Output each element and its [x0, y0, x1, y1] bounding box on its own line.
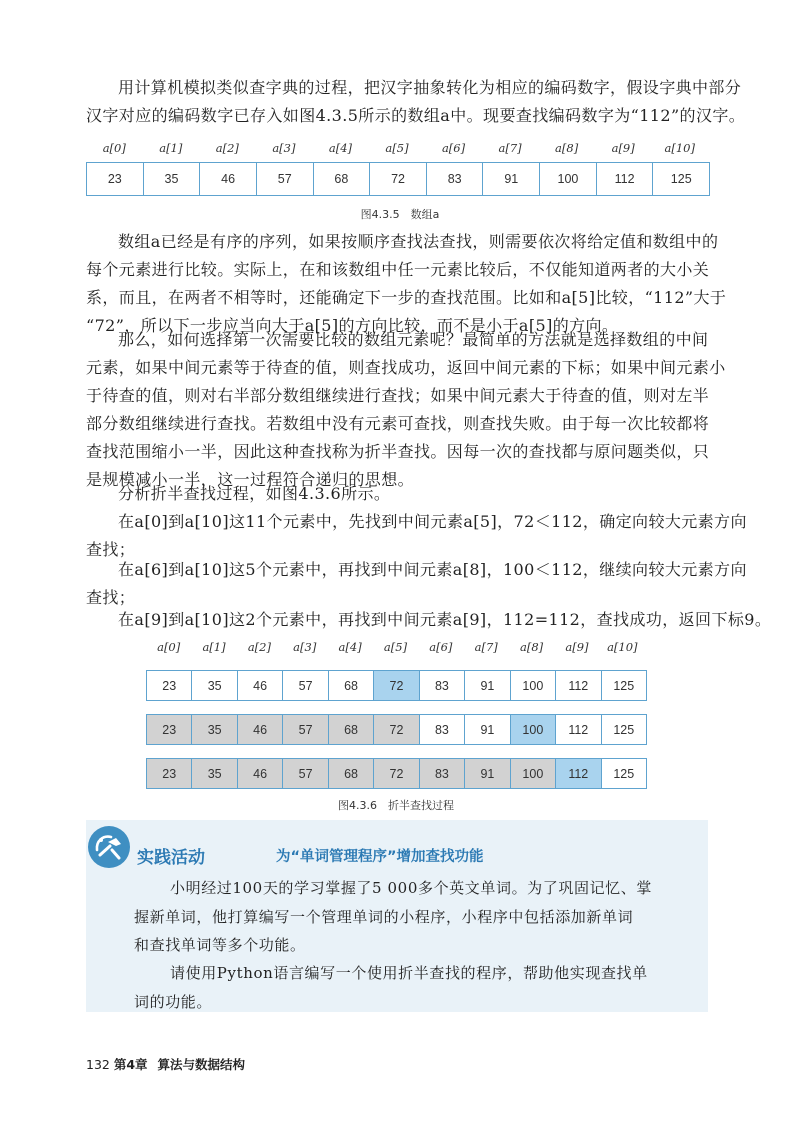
practice-line: 请使用Python语言编写一个使用折半查找的程序，帮助他实现查找单: [170, 964, 648, 982]
practice-line: 词的功能。: [134, 992, 213, 1011]
array-cell: 91: [483, 163, 540, 195]
index-label: a[7]: [474, 640, 498, 654]
excluded-cell: 23: [147, 715, 192, 744]
para3-line: 于待查的值，则对右半部分数组继续进行查找；如果中间元素大于待查的值，则对左半: [86, 386, 710, 405]
index-label: a[1]: [159, 141, 183, 155]
excluded-cell: 68: [329, 715, 374, 744]
array-cell: 46: [200, 163, 257, 195]
para3-line: 元素，如果中间元素等于待查的值，则查找成功，返回中间元素的下标；如果中间元素小: [86, 358, 726, 377]
index-label: a[3]: [272, 141, 296, 155]
figure-4-3-6-row-3: [146, 758, 647, 789]
para3-line: 那么，如何选择第一次需要比较的数组元素呢？最简单的方法就是选择数组的中间: [118, 330, 709, 349]
intro-line: 用计算机模拟类似查字典的过程，把汉字抽象转化为相应的编码数字，假设字典中部分: [118, 78, 742, 97]
array-cell: 112: [556, 715, 601, 744]
middle-element-cell: 72: [374, 671, 419, 700]
intro-paragraph: [86, 74, 746, 130]
excluded-cell: 72: [374, 715, 419, 744]
practice-line: 小明经过100天的学习掌握了5 000多个英文单词。为了巩固记忆、掌: [170, 879, 652, 897]
array-cell: 91: [465, 715, 510, 744]
excluded-cell: 91: [465, 759, 510, 788]
practice-line: 握新单词，他打算编写一个管理单词的小程序，小程序中包括添加新单词: [134, 907, 634, 926]
excluded-cell: 35: [192, 715, 237, 744]
middle-element-cell: 112: [556, 759, 601, 788]
excluded-cell: 72: [374, 759, 419, 788]
index-label: a[8]: [520, 640, 544, 654]
practice-subtitle: 为“单词管理程序”增加查找功能: [276, 849, 484, 865]
index-label: a[2]: [215, 141, 239, 155]
index-label: a[0]: [102, 141, 126, 155]
array-cell: 57: [283, 671, 328, 700]
array-cell: 83: [420, 715, 465, 744]
index-label: a[10]: [664, 141, 695, 155]
practice-title: 实践活动: [137, 848, 205, 868]
array-cell: 57: [257, 163, 314, 195]
array-cell: 125: [602, 759, 646, 788]
para3-line: 是规模减小一半，这一过程符合递归的思想。: [86, 470, 415, 489]
array-cell: 68: [314, 163, 371, 195]
para2-line: “72”，所以下一步应当向大于a[5]的方向比较，而不是小于a[5]的方向。: [86, 316, 619, 335]
excluded-cell: 46: [238, 759, 283, 788]
excluded-cell: 57: [283, 715, 328, 744]
paragraph-7: [86, 606, 772, 634]
practice-paragraph-1: [134, 874, 674, 960]
figure-4-3-6-caption: 图4.3.6 折半查找过程: [338, 799, 454, 812]
excluded-cell: 100: [511, 759, 556, 788]
paragraph-2: [86, 228, 727, 340]
array-cell: 72: [370, 163, 427, 195]
array-cell: 125: [653, 163, 709, 195]
intro-line: 汉字对应的编码数字已存入如图4.3.5所示的数组a中。现要查找编码数字为“112”的汉字。: [86, 106, 746, 125]
index-label: a[4]: [338, 640, 362, 654]
figure-4-3-5-array: [86, 162, 710, 196]
index-label: a[6]: [429, 640, 453, 654]
chapter-title: 算法与数据结构: [157, 1057, 246, 1072]
excluded-cell: 83: [420, 759, 465, 788]
array-cell: 112: [556, 671, 601, 700]
para5-line: 在a[0]到a[10]这11个元素中，先找到中间元素a[5]，72＜112，确定向较大元素方向: [118, 512, 747, 531]
array-cell: 125: [602, 671, 646, 700]
array-cell: 35: [144, 163, 201, 195]
array-cell: 100: [540, 163, 597, 195]
paragraph-6: [86, 556, 747, 612]
index-label: a[8]: [555, 141, 579, 155]
array-cell: 68: [329, 671, 374, 700]
excluded-cell: 68: [329, 759, 374, 788]
para2-line: 每个元素进行比较。实际上，在和该数组中任一元素比较后，不仅能知道两者的大小关: [86, 260, 710, 279]
array-cell: 23: [147, 671, 192, 700]
para6-line: 查找；: [86, 588, 136, 607]
array-cell: 91: [465, 671, 510, 700]
page-footer: [86, 1055, 245, 1073]
figure-4-3-6-row-1: [146, 670, 647, 701]
array-cell: 83: [420, 671, 465, 700]
practice-icon: [88, 826, 130, 868]
practice-paragraph-2: [134, 959, 674, 1016]
para6-line: 在a[6]到a[10]这5个元素中，再找到中间元素a[8]，100＜112，继续向较大元素方向: [118, 560, 747, 579]
index-label: a[10]: [607, 640, 638, 654]
index-label: a[6]: [441, 141, 466, 155]
para2-line: 系，而且，在两者不相等时，还能确定下一步的查找范围。比如和a[5]比较，“112”大于: [86, 288, 727, 307]
index-label: a[5]: [383, 640, 408, 654]
index-label: a[5]: [385, 141, 409, 155]
array-cell: 83: [427, 163, 484, 195]
figure-4-3-5-caption: 图4.3.5 数组a: [360, 208, 440, 221]
excluded-cell: 46: [238, 715, 283, 744]
index-label: a[3]: [293, 640, 317, 654]
index-label: a[9]: [565, 640, 589, 654]
paragraph-3: [86, 326, 726, 494]
array-cell: 125: [602, 715, 646, 744]
index-label: a[0]: [157, 640, 181, 654]
para5-line: 查找；: [86, 540, 136, 559]
excluded-cell: 23: [147, 759, 192, 788]
array-cell: 46: [238, 671, 283, 700]
array-cell: 100: [511, 671, 556, 700]
excluded-cell: 35: [192, 759, 237, 788]
para2-line: 数组a已经是有序的序列，如果按顺序查找法查找，则需要依次将给定值和数组中的: [118, 232, 719, 251]
para4-line: 分析折半查找过程，如图4.3.6所示。: [118, 484, 391, 503]
index-label: a[7]: [498, 141, 522, 155]
chapter-label: 第4章: [113, 1057, 148, 1072]
index-label: a[2]: [247, 640, 271, 654]
paragraph-4: [86, 480, 710, 508]
index-label: a[1]: [202, 640, 226, 654]
figure-4-3-6-row-2: [146, 714, 647, 745]
excluded-cell: 57: [283, 759, 328, 788]
index-label: a[9]: [611, 141, 635, 155]
para3-line: 查找范围缩小一半，因此这种查找称为折半查找。因每一次的查找都与原问题类似，只: [86, 442, 710, 461]
para3-line: 部分数组继续进行查找。若数组中没有元素可查找，则查找失败。由于每一次比较都将: [86, 414, 710, 433]
middle-element-cell: 100: [511, 715, 556, 744]
array-cell: 35: [192, 671, 237, 700]
array-cell: 112: [597, 163, 654, 195]
practice-line: 和查找单词等多个功能。: [134, 936, 306, 954]
index-label: a[4]: [328, 141, 353, 155]
page-number: 132: [86, 1057, 110, 1072]
array-cell: 23: [87, 163, 144, 195]
para7-line: 在a[9]到a[10]这2个元素中，再找到中间元素a[9]，112=112，查找成功，返回下标9。: [118, 610, 772, 629]
